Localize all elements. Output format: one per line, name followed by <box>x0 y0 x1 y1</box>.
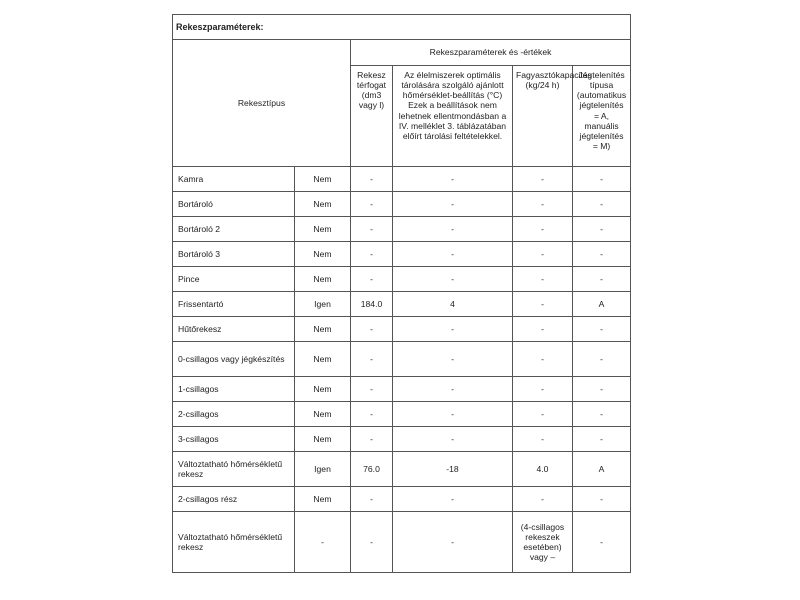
row-temperature: - <box>393 487 513 512</box>
table-row <box>173 342 631 377</box>
row-defrost: - <box>573 167 631 192</box>
row-temperature: - <box>393 167 513 192</box>
table-row <box>173 242 631 267</box>
row-freezing-capacity: - <box>513 242 573 267</box>
row-volume: - <box>351 167 393 192</box>
row-type: Hűtőrekesz <box>173 317 295 342</box>
row-volume: - <box>351 377 393 402</box>
row-temperature: - <box>393 192 513 217</box>
row-defrost: A <box>573 292 631 317</box>
compartment-type-header: Rekesztípus <box>173 40 351 167</box>
row-type: Frissentartó <box>173 292 295 317</box>
row-type: Bortároló 2 <box>173 217 295 242</box>
row-freezing-capacity: - <box>513 167 573 192</box>
row-defrost: - <box>573 377 631 402</box>
row-type: Kamra <box>173 167 295 192</box>
row-temperature: - <box>393 342 513 377</box>
row-volume: - <box>351 267 393 292</box>
row-type: 3-csillagos <box>173 427 295 452</box>
row-type: 0-csillagos vagy jégkészítés <box>173 342 295 377</box>
row-defrost: - <box>573 402 631 427</box>
row-temperature: - <box>393 377 513 402</box>
table-row <box>173 317 631 342</box>
row-type: Bortároló <box>173 192 295 217</box>
row-defrost: - <box>573 267 631 292</box>
row-present: Nem <box>295 192 351 217</box>
row-temperature: - <box>393 402 513 427</box>
row-defrost: - <box>573 317 631 342</box>
row-volume: 184.0 <box>351 292 393 317</box>
table-row <box>173 427 631 452</box>
table-row <box>173 452 631 487</box>
row-defrost: - <box>573 217 631 242</box>
row-volume: - <box>351 217 393 242</box>
row-volume: - <box>351 427 393 452</box>
row-defrost: - <box>573 242 631 267</box>
row-temperature: - <box>393 217 513 242</box>
row-volume: - <box>351 317 393 342</box>
row-defrost: - <box>573 427 631 452</box>
row-temperature: - <box>393 512 513 573</box>
row-volume: - <box>351 192 393 217</box>
row-defrost: - <box>573 512 631 573</box>
volume-header: Rekesz térfogat (dm3 vagy l) <box>351 66 393 167</box>
row-present: Nem <box>295 217 351 242</box>
row-present: Nem <box>295 267 351 292</box>
row-type: Változtatható hőmérsékletű rekesz <box>173 512 295 573</box>
table-row <box>173 487 631 512</box>
row-freezing-capacity: - <box>513 217 573 242</box>
row-present: Nem <box>295 377 351 402</box>
row-present: Nem <box>295 317 351 342</box>
row-volume: - <box>351 342 393 377</box>
defrost-type-header: Jégtelenítés típusa (automatikus jégtelenítés = A, manuális jégtelenítés = M) <box>573 66 631 167</box>
row-type: Pince <box>173 267 295 292</box>
row-freezing-capacity: - <box>513 292 573 317</box>
compartment-parameters-table <box>172 14 631 573</box>
row-freezing-capacity: - <box>513 342 573 377</box>
row-defrost: - <box>573 342 631 377</box>
table-row <box>173 267 631 292</box>
row-defrost: A <box>573 452 631 487</box>
table-row <box>173 192 631 217</box>
row-volume: - <box>351 242 393 267</box>
row-freezing-capacity: (4-csillagos rekeszek esetében) vagy – <box>513 512 573 573</box>
freezing-capacity-header: Fagyasztókapacitás (kg/24 h) <box>513 66 573 167</box>
row-type: Változtatható hőmérsékletű rekesz <box>173 452 295 487</box>
parameters-group-header: Rekeszparaméterek és -értékek <box>351 40 631 66</box>
row-type: Bortároló 3 <box>173 242 295 267</box>
table-row <box>173 217 631 242</box>
temperature-header: Az élelmiszerek optimális tárolására szolgáló ajánlott hőmérséklet-beállítás (°C) Ezek a beállítások nem lehetnek ellentmondásban a IV. melléklet 3. táblázatában előírt tárolási feltételekkel. <box>393 66 513 167</box>
row-type: 2-csillagos <box>173 402 295 427</box>
row-freezing-capacity: - <box>513 487 573 512</box>
row-temperature: - <box>393 267 513 292</box>
row-present: Igen <box>295 292 351 317</box>
row-freezing-capacity: - <box>513 192 573 217</box>
row-temperature: - <box>393 427 513 452</box>
row-present: Nem <box>295 342 351 377</box>
row-present: Igen <box>295 452 351 487</box>
row-temperature: - <box>393 317 513 342</box>
table-row <box>173 402 631 427</box>
row-present: Nem <box>295 487 351 512</box>
row-freezing-capacity: - <box>513 427 573 452</box>
row-volume: - <box>351 512 393 573</box>
row-temperature: -18 <box>393 452 513 487</box>
row-present: Nem <box>295 402 351 427</box>
table-row <box>173 377 631 402</box>
table-row <box>173 512 631 573</box>
row-temperature: 4 <box>393 292 513 317</box>
row-present: Nem <box>295 167 351 192</box>
table-row <box>173 292 631 317</box>
row-volume: 76.0 <box>351 452 393 487</box>
row-freezing-capacity: 4.0 <box>513 452 573 487</box>
row-present: Nem <box>295 242 351 267</box>
row-volume: - <box>351 402 393 427</box>
table-row <box>173 167 631 192</box>
row-defrost: - <box>573 192 631 217</box>
row-defrost: - <box>573 487 631 512</box>
row-freezing-capacity: - <box>513 377 573 402</box>
table-title: Rekeszparaméterek: <box>173 15 631 40</box>
row-type: 2-csillagos rész <box>173 487 295 512</box>
row-freezing-capacity: - <box>513 267 573 292</box>
row-type: 1-csillagos <box>173 377 295 402</box>
row-freezing-capacity: - <box>513 317 573 342</box>
row-volume: - <box>351 487 393 512</box>
row-present: - <box>295 512 351 573</box>
row-present: Nem <box>295 427 351 452</box>
row-freezing-capacity: - <box>513 402 573 427</box>
row-temperature: - <box>393 242 513 267</box>
